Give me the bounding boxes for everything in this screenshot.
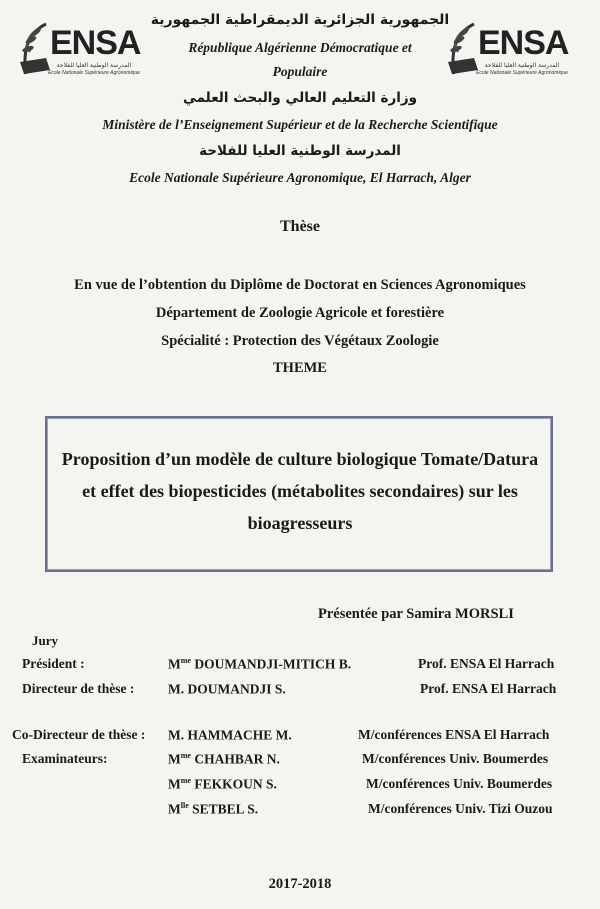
presented-by: Présentée par Samira MORSLI	[318, 606, 514, 622]
jury-member-name: $M^{me}$ FEKKOUN S.	[168, 776, 277, 792]
jury-label: Jury	[32, 633, 58, 648]
jury-affiliation: Prof. ENSA El Harrach	[420, 681, 557, 696]
thesis-title-line-1: Proposition d’un modèle de culture biologique Tomate/Datura	[61, 449, 539, 469]
logo-french-subtitle: Ecole Nationale Supérieure Agronomique	[476, 70, 568, 76]
jury-role: Président :	[22, 656, 85, 671]
jury-member-name: $M^{lle}$ SETBEL S.	[168, 801, 259, 817]
french-republic-line-2: Populaire	[272, 64, 328, 79]
speciality-line: Spécialité : Protection des Végétaux Zoologie	[161, 333, 439, 349]
jury-member-name: $M^{me}$ CHAHBAR N.	[168, 751, 280, 767]
thesis-title	[50, 443, 550, 539]
jury-role: Co-Directeur de thèse :	[12, 727, 146, 742]
jury-member-name: $M^{me}$ DOUMANDJI-MITICH B.	[168, 656, 352, 672]
french-school-line: Ecole Nationale Supérieure Agronomique, El Harrach, Alger	[129, 170, 471, 185]
jury-affiliation: M/conférences Univ. Boumerdes	[362, 751, 549, 766]
logo-text: ENSA	[478, 24, 569, 62]
thesis-title-line-3: bioagresseurs	[247, 513, 353, 533]
jury-affiliation: M/conférences ENSA El Harrach	[358, 727, 550, 742]
thesis-title-line-2: et effet des biopesticides (métabolites secondaires) sur les	[82, 481, 518, 501]
french-ministry-line: Ministère de l’Enseignement Supérieur et de la Recherche Scientifique	[102, 117, 498, 132]
arabic-ministry-line: وزارة التعليم العالي والبحث العلمي	[182, 90, 418, 106]
jury-affiliation: Prof. ENSA El Harrach	[418, 656, 555, 671]
jury-affiliation: M/conférences Univ. Tizi Ouzou	[368, 801, 553, 816]
diploma-line: En vue de l’obtention du Diplôme de Doctorat en Sciences Agronomiques	[74, 277, 526, 293]
these-heading: Thèse	[280, 218, 320, 235]
french-republic-line-1: République Algérienne Démocratique et	[188, 40, 412, 55]
arabic-republic-line: الجمهورية الجزائرية الديمقراطية الجمهورية	[150, 12, 450, 28]
jury-role: Examinateurs:	[22, 751, 108, 766]
theme-label: THEME	[273, 360, 327, 376]
logo-arabic-subtitle: المدرسة الوطنية العليا للفلاحة	[484, 62, 560, 69]
logo-text: ENSA	[50, 24, 141, 62]
logo-arabic-subtitle: المدرسة الوطنية العليا للفلاحة	[56, 62, 132, 69]
jury-member-name: M. HAMMACHE M.	[168, 727, 292, 743]
jury-affiliation: M/conférences Univ. Boumerdes	[366, 776, 553, 791]
department-line: Département de Zoologie Agricole et forestière	[155, 305, 445, 321]
jury-member-name: M. DOUMANDJI S.	[168, 681, 286, 697]
academic-year: 2017-2018	[268, 876, 332, 892]
jury-role: Directeur de thèse :	[22, 681, 135, 696]
logo-french-subtitle: Ecole Nationale Supérieure Agronomique	[48, 70, 140, 76]
arabic-school-line: المدرسة الوطنية العليا للفلاحة	[199, 143, 401, 159]
